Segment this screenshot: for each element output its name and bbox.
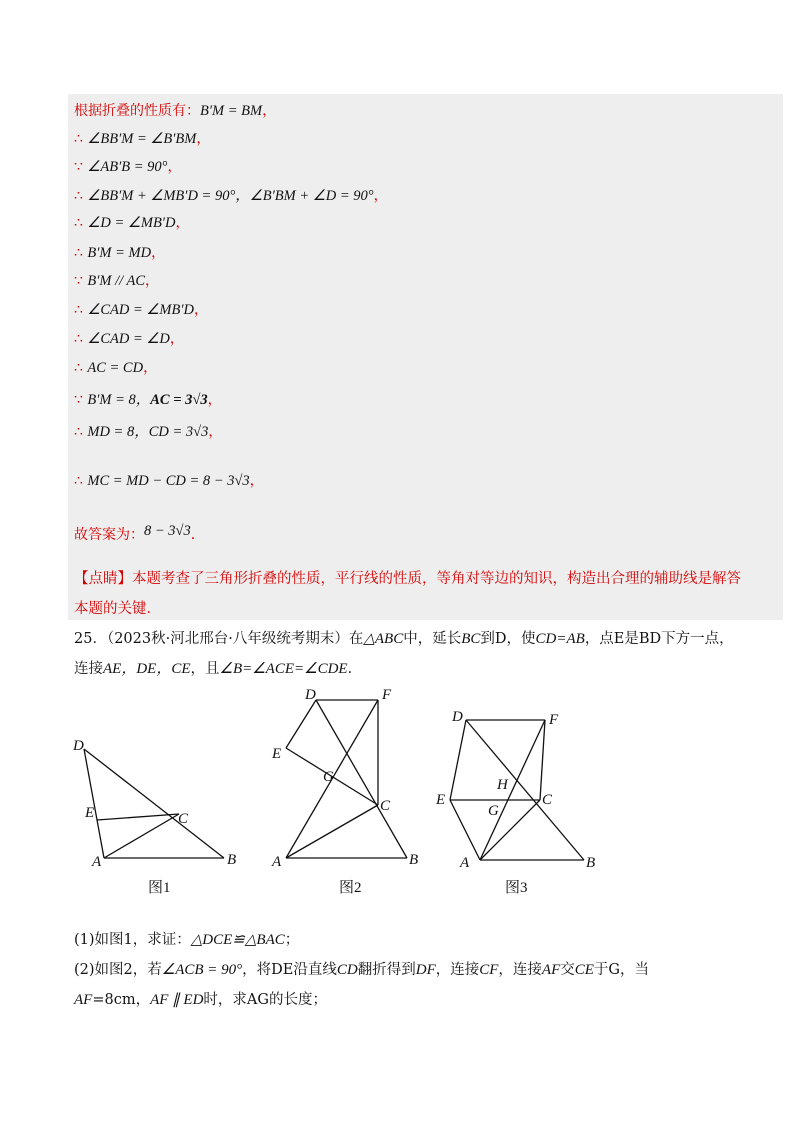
fig3-label-D: D <box>452 709 463 725</box>
solution-line-11: ∵ B′M = 8，AC = 3√3， <box>74 392 222 408</box>
fig1-segment-DA <box>84 749 104 858</box>
fig1-segment-DB <box>84 749 224 858</box>
fig2-label-A: A <box>272 854 282 870</box>
fig2-caption: 图2 <box>339 880 362 896</box>
fig3-label-G: G <box>488 803 499 819</box>
solution-line-9: ∴ ∠CAD = ∠D， <box>74 331 184 347</box>
fig3-label-E: E <box>436 792 446 808</box>
fig3-segment-EA <box>450 800 480 860</box>
remark-line-1: 【点睛】本题考查了三角形折叠的性质，平行线的性质，等角对等边的知识，构造出合理的辅助线是解答 <box>74 571 741 587</box>
figure-2 <box>271 687 418 896</box>
fig2-label-B: B <box>409 852 419 868</box>
question-part-2-continued: AF=8cm，AF ∥ ED时，求AG的长度； <box>74 992 327 1008</box>
fig1-segment-AC <box>104 814 179 858</box>
fig2-segment-AC <box>286 805 378 858</box>
figure-1 <box>72 738 236 896</box>
fig1-label-B: B <box>227 852 237 868</box>
solution-line-1: 根据折叠的性质有：B′M = BM， <box>74 103 277 119</box>
fig2-label-G: G <box>323 769 334 785</box>
fig3-segment-FC <box>540 720 545 800</box>
fig3-segment-DE <box>450 720 466 800</box>
fig1-label-C: C <box>178 811 189 827</box>
solution-line-3: ∵ ∠AB′B = 90°， <box>74 159 182 175</box>
question-line-1: 25．（2023秋·河北邢台·八年级统考期末）在△ABC中，延长BC到D，使CD=AB，点E是BD下方一点， <box>74 631 734 647</box>
solution-line-10: ∴ AC = CD， <box>74 360 158 376</box>
fig3-label-F: F <box>549 712 559 728</box>
question-part-1: (1)如图1，求证：△DCE≌△BAC； <box>74 932 300 948</box>
solution-line-2: ∴ ∠BB′M = ∠B′BM， <box>74 131 211 147</box>
fig3-segment-FA <box>480 720 545 860</box>
solution-line-13: ∴ MC = MD − CD = 8 − 3√3， <box>74 473 264 489</box>
fig3-caption: 图3 <box>505 880 528 896</box>
fig2-label-D: D <box>305 687 316 703</box>
fig1-label-E: E <box>85 805 95 821</box>
fig3-label-B: B <box>586 855 596 871</box>
solution-remark <box>74 564 774 624</box>
question-line-2: 连接AE，DE，CE，且∠B=∠ACE=∠CDE． <box>74 661 363 677</box>
figure-3 <box>435 709 595 896</box>
fig3-label-C: C <box>542 792 553 808</box>
solution-line-5: ∴ ∠D = ∠MB′D， <box>74 215 190 231</box>
fig3-segment-DB <box>466 720 584 860</box>
solution-line-6: ∴ B′M = MD， <box>74 245 166 261</box>
question-part-2: (2)如图2，若∠ACB = 90°，将DE沿直线CD翻折得到DF，连接CF，连接AF交CE于G，当 <box>74 962 649 978</box>
solution-line-12: ∴ MD = 8，CD = 3√3， <box>74 424 223 440</box>
fig2-label-F: F <box>382 687 392 703</box>
fig2-segment-DE <box>286 700 316 748</box>
geometry-figures <box>60 680 620 910</box>
solution-line-4: ∴ ∠BB′M + ∠MB′D = 90°，∠B′BM + ∠D = 90°， <box>74 188 388 204</box>
solution-line-7: ∵ B′M // AC， <box>74 273 160 289</box>
fig1-label-D: D <box>73 738 84 754</box>
fig1-caption: 图1 <box>148 880 171 896</box>
fig2-label-C: C <box>380 798 391 814</box>
solution-line-8: ∴ ∠CAD = ∠MB′D， <box>74 302 208 318</box>
fig1-label-A: A <box>92 854 102 870</box>
solution-answer: 故答案为：8 − 3√3． <box>74 523 205 543</box>
remark-line-2: 本题的关键． <box>74 601 161 617</box>
fig3-label-A: A <box>460 855 470 871</box>
fig3-label-H: H <box>497 777 508 793</box>
fig2-label-E: E <box>272 746 282 762</box>
fig1-segment-EC <box>97 814 179 820</box>
